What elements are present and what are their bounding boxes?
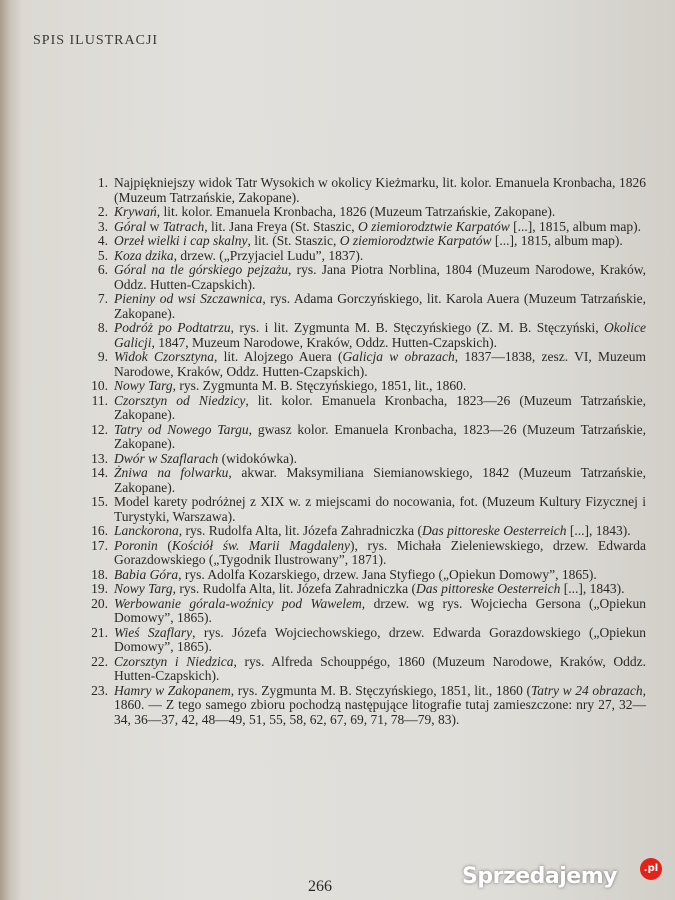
item-number: 18. [91,566,108,582]
illustrations-list [84,176,646,727]
italic-title: Das pittoreske Oesterreich [415,581,561,596]
italic-title: Hamry w Zakopanem [114,682,231,698]
italic-title: Tatrach [162,218,205,234]
item-number: 4. [97,233,108,248]
italic-title: Galicja w obrazach [342,349,455,364]
item-text: ), rys. Michała Zieleniewskiego, drzew. Edwarda Gorazdowskiego („Tygodnik Ilustrowany”, 1871). [114,537,646,567]
item-text: , rys. Rudolfa Alta, lit. Józefa Zahradniczka ( [172,581,416,596]
item-description [114,423,646,452]
item-description [114,626,646,655]
item-description [114,394,646,423]
list-item [84,321,646,350]
italic-title: Kościół św. Marii Magdaleny [171,537,350,553]
list-item [84,394,646,423]
item-number: 8. [97,320,108,335]
item-text: , rys. i lit. Zygmunta M. B. Stęczyńskiego (Z. M. B. Stęczyński, [230,320,605,335]
item-text: , rys. Rudolfa Alta, lit. Józefa Zahradniczka ( [178,523,423,538]
item-text: [...], 1843). [560,581,625,596]
item-number: 10. [91,378,108,393]
italic-title: Babia Góra [114,566,179,582]
item-number: 1. [97,175,108,190]
italic-title: Góral na tle górskiego pejzażu [114,262,289,277]
item-number: 15. [91,494,108,509]
item-number: 12. [91,421,108,437]
item-number: 6. [97,262,108,277]
italic-title: Krywań [114,204,157,219]
italic-title: Góral [114,218,147,234]
item-text: , rys. Adolfa Kozarskiego, drzew. Jana Styfiego („Opiekun Domowy”, 1865). [178,566,597,582]
item-number: 14. [91,465,108,480]
item-number: 9. [97,349,108,364]
watermark-logo: Sprzedajemy [462,864,617,889]
italic-title: Nowy Targ [114,378,173,393]
item-text: , lit. Alojzego Auera ( [214,349,343,364]
item-description [114,495,646,524]
item-text: , rys. Alfreda Schouppégo, 1860 (Muzeum Narodowe, Kraków, Oddz. Hutten-Czapskich). [114,653,646,683]
italic-title: Czorsztyn i Niedzica [114,653,234,669]
item-text: ( [157,537,172,553]
item-description [114,568,646,583]
item-description [114,539,646,568]
italic-title: Orzeł wielki i cap skalny [114,233,248,248]
item-number: 17. [91,537,108,553]
list-item [84,220,646,235]
item-number: 13. [91,450,108,466]
list-item [84,379,646,394]
list-item [84,524,646,539]
italic-title: Żniwa na folwarku [114,465,229,480]
item-description [114,452,646,467]
item-text: , rys. Zygmunta M. B. Stęczyńskiego, 1851, lit., 1860 ( [230,682,531,698]
item-description [114,234,646,249]
list-item [84,466,646,495]
item-text: , rys. Jana Piotra Norblina, 1804 (Muzeum Narodowe, Kraków, Oddz. Hutten-Czapskich). [114,262,646,292]
item-description [114,220,646,235]
item-text: , 1847, Muzeum Narodowe, Kraków, Oddz. Hutten-Czapskich). [151,334,498,350]
list-item [84,350,646,379]
italic-title: Lanckorona [114,523,179,538]
item-number: 21. [91,624,108,640]
item-description [114,263,646,292]
list-item [84,234,646,249]
item-text: , gwasz kolor. Emanuela Kronbacha, 1823—26 (Muzeum Tatrzańskie, Zakopane). [114,421,646,451]
italic-title: Czorsztyn od Niedzicy [114,392,246,408]
item-description [114,176,646,205]
item-text: w [146,218,163,234]
list-item [84,539,646,568]
item-description [114,292,646,321]
italic-title: Dwór w Szaflarach [114,450,219,466]
item-number: 5. [97,247,108,263]
italic-title: Podróż po Podtatrzu [114,320,231,335]
item-text: , drzew. („Przyjaciel Ludu”, 1837). [173,247,364,263]
italic-title: Okolice Galicji [114,320,646,350]
item-number: 2. [97,204,108,219]
item-text: , 1837—1838, zesz. VI, Muzeum Narodowe, Kraków, Oddz. Hutten-Czapskich). [114,349,646,379]
item-description [114,684,646,728]
item-number: 22. [91,653,108,669]
list-item [84,423,646,452]
italic-title: O ziemiorodztwie Karpatów [358,218,510,234]
item-text: , lit. kolor. Emanuela Kronbacha, 1826 (Muzeum Tatrzańskie, Zakopane). [156,204,556,219]
item-description [114,350,646,379]
item-text: [...], 1815, album map). [491,233,623,248]
item-number: 23. [91,682,108,698]
italic-title: Pieniny od wsi Szczawnica [114,291,263,306]
item-text: , lit. kolor. Emanuela Kronbacha, 1823—26 (Muzeum Tatrzańskie, Zakopane). [114,392,646,422]
item-number: 20. [91,595,108,611]
item-number: 19. [91,581,108,596]
item-number: 7. [97,291,108,306]
item-description [114,205,646,220]
item-text: (widokówka). [218,450,297,466]
list-item [84,568,646,583]
list-item [84,655,646,684]
italic-title: Tatry od Nowego Targu [114,421,249,437]
item-number: 11. [91,392,108,408]
item-description [114,321,646,350]
item-text: , akwar. Maksymiliana Siemianowskiego, 1842 (Muzeum Tatrzańskie, Zakopane). [114,465,646,495]
item-text: [...], 1843). [566,523,631,538]
list-item [84,263,646,292]
item-text: , rys. Adama Gorczyńskiego, lit. Karola Auera (Muzeum Tatrzańskie, Zakopane). [114,291,646,321]
italic-title: Tatry w 24 obrazach [531,682,643,698]
item-text: Model karety podróżnej z XIX w. z miejscami do nocowania, fot. (Muzeum Kultury Fizycznej i Turystyki, Warszawa). [114,494,646,524]
list-item [84,626,646,655]
item-text: , 1860. — Z tego samego zbioru pochodzą następujące litografie tutaj zamieszczone: nry 27, 32—34, 36—37, 42, 48—49, 51, 55, 58, 62, 67, 69, 71, 78—79, 83). [114,682,646,727]
item-description [114,655,646,684]
list-item [84,582,646,597]
item-description [114,582,646,597]
list-item [84,684,646,728]
item-text: , lit. (St. Staszic, [247,233,340,248]
item-text: , rys. Józefa Wojciechowskiego, drzew. Edwarda Gorazdowskiego („Opiekun Domowy”, 1865). [114,624,646,654]
italic-title: Koza dzika [114,247,174,263]
watermark-badge: .pl [640,858,662,880]
section-heading: SPIS ILUSTRACJI [33,33,159,48]
item-text: [...], 1815, album map). [509,218,642,234]
item-text: , lit. Jana Freya (St. Staszic, [204,218,359,234]
italic-title: Poronin [114,537,158,553]
item-description [114,379,646,394]
item-text: , drzew. wg rys. Wojciecha Gersona („Opiekun Domowy”, 1865). [114,595,646,625]
item-description [114,466,646,495]
list-item [84,292,646,321]
italic-title: Das pittoreske Oesterreich [422,523,567,538]
item-description [114,524,646,539]
list-item [84,597,646,626]
italic-title: Wieś Szaflary [114,624,193,640]
list-item [84,495,646,524]
page-number: 266 [308,878,332,895]
list-item [84,249,646,264]
list-item [84,176,646,205]
item-number: 3. [97,218,108,234]
list-item [84,452,646,467]
list-item [84,205,646,220]
italic-title: O ziemiorodztwie Karpatów [339,233,492,248]
item-text: Najpiękniejszy widok Tatr Wysokich w okolicy Kieżmarku, lit. kolor. Emanuela Kronbacha, 1826 (Muzeum Tatrzańskie, Zakopane). [114,175,646,205]
item-description [114,249,646,264]
italic-title: Widok Czorsztyna [114,349,215,364]
item-text: , rys. Zygmunta M. B. Stęczyńskiego, 1851, lit., 1860. [172,378,467,393]
italic-title: Werbowanie górala-woźnicy pod Wawelem [114,595,362,611]
italic-title: Nowy Targ [114,581,173,596]
item-description [114,597,646,626]
item-number: 16. [91,523,108,538]
